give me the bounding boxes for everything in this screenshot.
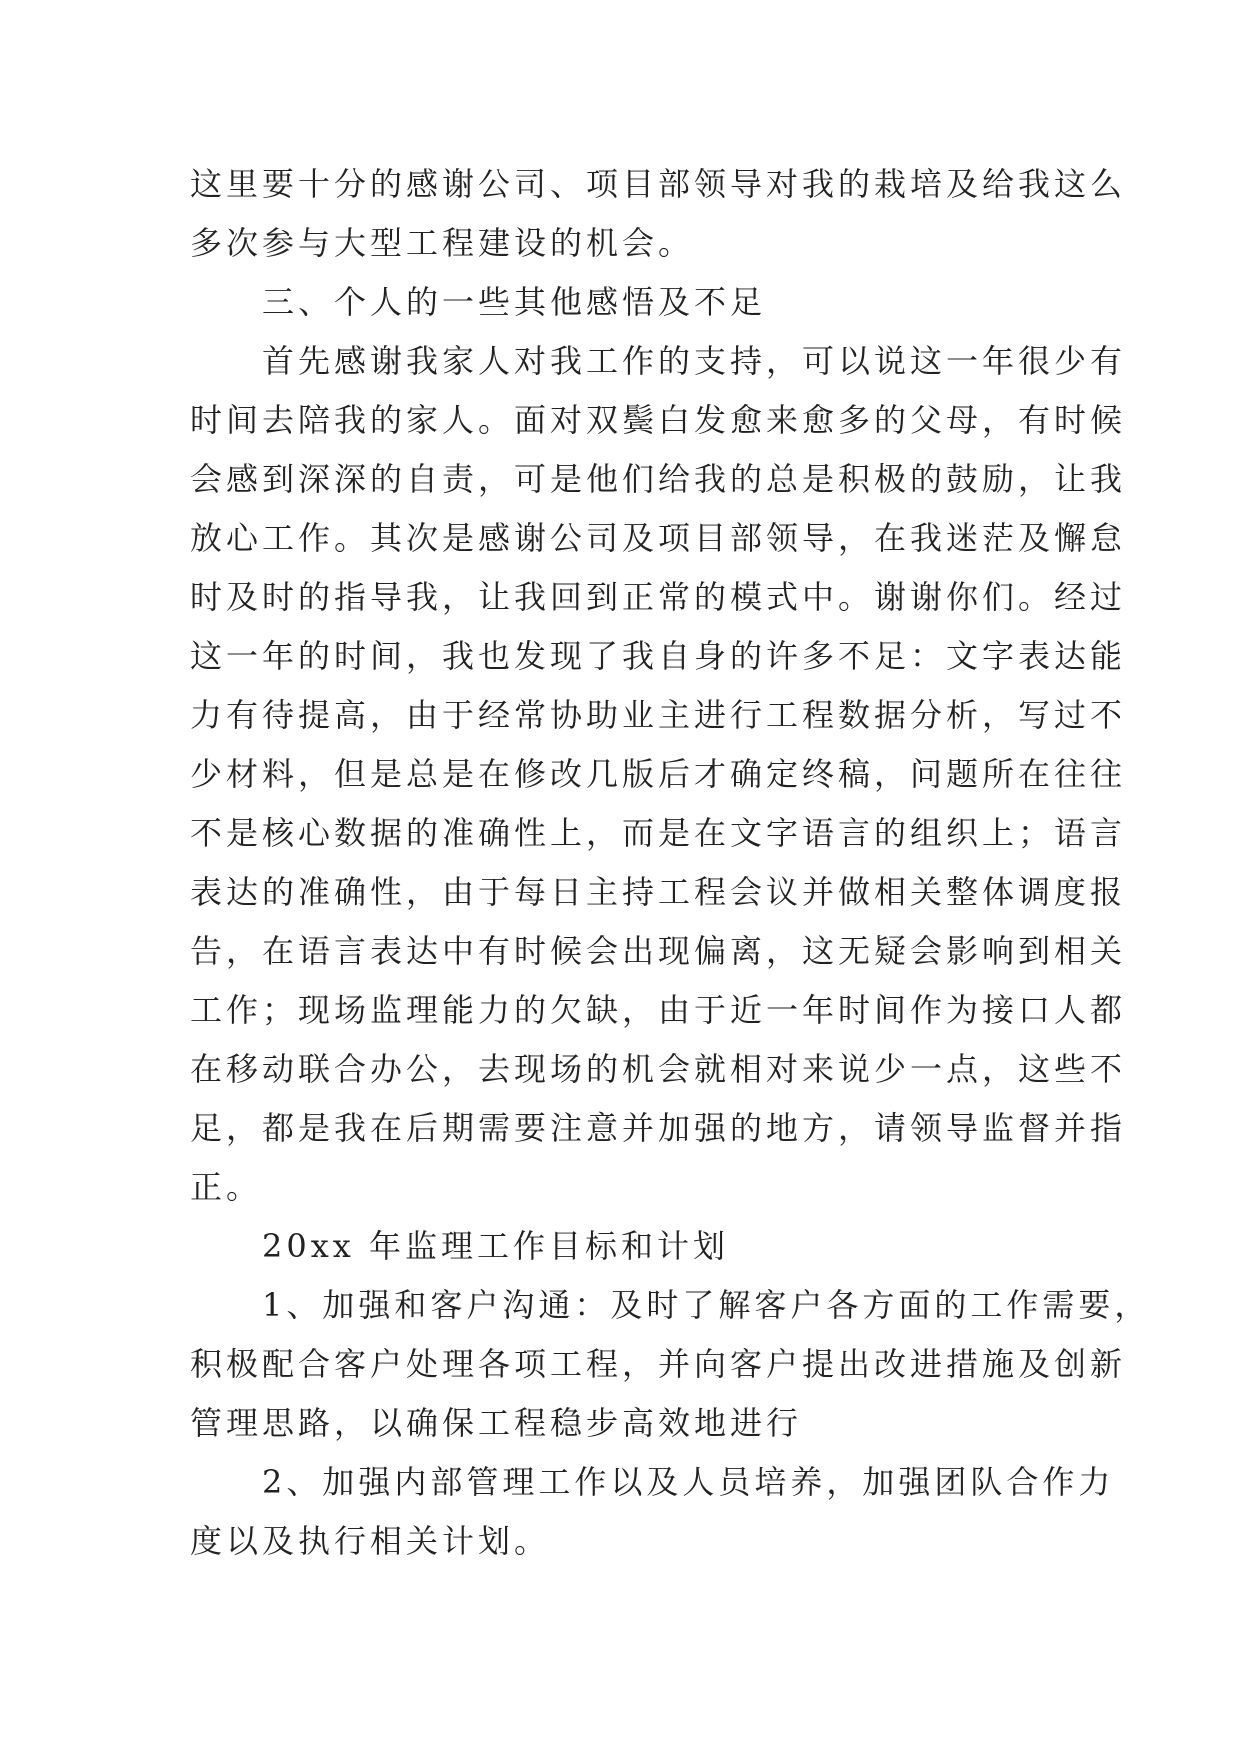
- text-line: 2、加强内部管理工作以及人员培养，加强团队合作力: [190, 1463, 1115, 1501]
- text-line: 这一年的时间，我也发现了我自身的许多不足：文字表达能: [190, 637, 1127, 675]
- text-line: 这里要十分的感谢公司、项目部领导对我的栽培及给我这么: [190, 165, 1127, 203]
- text-line: 时及时的指导我，让我回到正常的模式中。谢谢你们。经过: [190, 578, 1127, 616]
- text-line: 表达的准确性，由于每日主持工程会议并做相关整体调度报: [190, 873, 1127, 911]
- text-line: 多次参与大型工程建设的机会。: [190, 224, 695, 262]
- text-line: 不是核心数据的准确性上，而是在文字语言的组织上；语言: [190, 814, 1127, 852]
- text-line: 会感到深深的自责，可是他们给我的总是积极的鼓励，让我: [190, 460, 1127, 498]
- text-line: 足，都是我在后期需要注意并加强的地方，请领导监督并指: [190, 1109, 1127, 1147]
- text-line: 管理思路，以确保工程稳步高效地进行: [190, 1404, 803, 1442]
- text-line: 度以及执行相关计划。: [190, 1522, 551, 1560]
- text-line: 在移动联合办公，去现场的机会就相对来说少一点，这些不: [190, 1050, 1127, 1088]
- text-line: 告，在语言表达中有时候会出现偏离，这无疑会影响到相关: [190, 932, 1127, 970]
- section-heading: 三、个人的一些其他感悟及不足: [190, 283, 767, 321]
- text-line: 力有待提高，由于经常协助业主进行工程数据分析，写过不: [190, 696, 1127, 734]
- text-line: 正。: [190, 1168, 263, 1206]
- text-line: 少材料，但是总是在修改几版后才确定终稿，问题所在往往: [190, 755, 1127, 793]
- text-line: 1、加强和客户沟通：及时了解客户各方面的工作需要，: [190, 1286, 1151, 1324]
- text-line: 工作；现场监理能力的欠缺，由于近一年时间作为接口人都: [190, 991, 1127, 1029]
- text-line: 时间去陪我的家人。面对双鬓白发愈来愈多的父母，有时候: [190, 401, 1127, 439]
- text-line: 首先感谢我家人对我工作的支持，可以说这一年很少有: [190, 342, 1127, 380]
- text-line: 积极配合客户处理各项工程，并向客户提出改进措施及创新: [190, 1345, 1127, 1383]
- text-line: 放心工作。其次是感谢公司及项目部领导，在我迷茫及懈怠: [190, 519, 1127, 557]
- document-body: [190, 155, 1151, 1571]
- section-heading: 20xx 年监理工作目标和计划: [190, 1227, 729, 1265]
